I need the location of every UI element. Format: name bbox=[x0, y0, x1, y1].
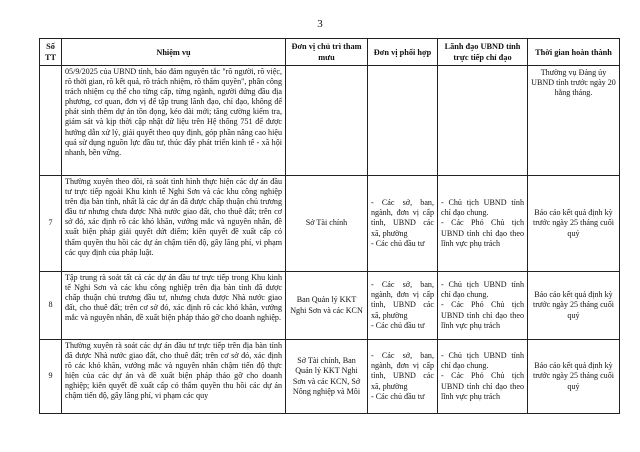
row-coop-unit bbox=[368, 340, 438, 414]
leader-line: - Chủ tịch UBND tỉnh chỉ đạo chung. bbox=[441, 198, 524, 218]
leader-line: - Các Phó Chủ tịch UBND tỉnh chỉ đạo theo lĩnh vực phụ trách bbox=[441, 371, 524, 401]
leader-line: - Chủ tịch UBND tỉnh chỉ đạo chung. bbox=[441, 280, 524, 300]
table-row bbox=[40, 66, 620, 176]
leader-line: - Các Phó Chủ tịch UBND tỉnh chỉ đạo theo lĩnh vực phụ trách bbox=[441, 300, 524, 330]
row-coop-unit bbox=[368, 176, 438, 272]
coop-line: - Các sở, ban, ngành, đơn vị cấp tỉnh, UBND các xã, phường bbox=[371, 351, 434, 391]
header-task: Nhiệm vụ bbox=[62, 39, 286, 66]
row-deadline: Thường vụ Đảng ủy UBND tỉnh trước ngày 20 hằng tháng. bbox=[528, 66, 620, 176]
coop-line: - Các sở, ban, ngành, đơn vị cấp tỉnh, UBND các xã, phường bbox=[371, 198, 434, 238]
coop-line: - Các chủ đầu tư bbox=[371, 391, 425, 401]
row-task: Tập trung rà soát tất cả các dự án đầu tư trực tiếp trong Khu kinh tế Nghi Sơn và các khu công nghiệp trên địa bàn tỉnh đã được chấp thuận chủ trương đầu tư, nhưng chưa được Nhà nước giao đất, cho thuê đất; trên cơ sở đó, xác định rõ các khó khăn, vướng mắc và nguyên nhân, đề xuất biện pháp tháo gỡ cho doanh nghiệp. bbox=[62, 272, 286, 340]
row-stt bbox=[40, 66, 62, 176]
row-leader bbox=[438, 340, 528, 414]
table-row bbox=[40, 340, 620, 414]
table-row bbox=[40, 176, 620, 272]
row-leader bbox=[438, 176, 528, 272]
row-coop-unit bbox=[368, 66, 438, 176]
row-coop-unit bbox=[368, 272, 438, 340]
row-task: Thường xuyên theo dõi, rà soát tình hình thực hiện các dự án đầu tư trực tiếp ngoài Khu kinh tế Nghi Sơn và các khu công nghiệp trên địa bàn tỉnh, nhất là các dự án đã được chấp thuận chủ trương đầu tư nhưng chưa được Nhà nước giao đất, cho thuê đất; trên cơ sở đó, xác định rõ các khó khăn, vướng mắc và nguyên nhân, đề xuất biện pháp giải quyết dứt điểm; kiên quyết đề xuất cấp có thẩm quyền thu hồi các dự án chậm tiến độ, gây lãng phí, vi phạm các quy định của pháp luật. bbox=[62, 176, 286, 272]
table-header-row bbox=[40, 39, 620, 66]
row-lead-unit: Sở Tài chính, Ban Quản lý KKT Nghi Sơn và các KCN, Sở Nông nghiệp và Môi bbox=[286, 340, 368, 414]
row-leader bbox=[438, 66, 528, 176]
page-number: 3 bbox=[317, 18, 323, 30]
header-coop-unit: Đơn vị phối hợp bbox=[368, 39, 438, 66]
row-deadline: Báo cáo kết quả định kỳ trước ngày 25 tháng cuối quý bbox=[528, 272, 620, 340]
header-stt: Số TT bbox=[40, 39, 62, 66]
coop-line: - Các chủ đầu tư bbox=[371, 320, 425, 330]
row-stt: 7 bbox=[40, 176, 62, 272]
row-deadline: Báo cáo kết quả định kỳ trước ngày 25 tháng cuối quý bbox=[528, 176, 620, 272]
row-lead-unit: Ban Quản lý KKT Nghi Sơn và các KCN bbox=[286, 272, 368, 340]
row-stt: 8 bbox=[40, 272, 62, 340]
row-leader bbox=[438, 272, 528, 340]
row-task: Thường xuyên rà soát các dự án đầu tư trực tiếp trên địa bàn tỉnh đã được Nhà nước giao đất, cho thuê đất; trên cơ sở đó, xác định rõ các khó khăn, vướng mắc và nguyên nhân chậm tiến độ thực hiện của các dự án và đề xuất biện pháp tháo gỡ cho doanh nghiệp; kiên quyết đề xuất cấp có thẩm quyền thu hồi các dự án chậm tiến độ, gây lãng phí, vi phạm các quy bbox=[62, 340, 286, 414]
row-lead-unit bbox=[286, 66, 368, 176]
coop-line: - Các sở, ban, ngành, đơn vị cấp tỉnh, UBND các xã, phường bbox=[371, 280, 434, 320]
task-table bbox=[39, 38, 620, 414]
header-leader: Lãnh đạo UBND tỉnh trực tiếp chỉ đạo bbox=[438, 39, 528, 66]
leader-line: - Các Phó Chủ tịch UBND tỉnh chỉ đạo theo lĩnh vực phụ trách bbox=[441, 218, 524, 248]
row-deadline: Báo cáo kết quả định kỳ trước ngày 25 tháng cuối quý bbox=[528, 340, 620, 414]
row-stt: 9 bbox=[40, 340, 62, 414]
coop-line: - Các chủ đầu tư bbox=[371, 238, 425, 248]
leader-line: - Chủ tịch UBND tỉnh chỉ đạo chung. bbox=[441, 351, 524, 371]
row-task: 05/9/2025 của UBND tỉnh, bảo đảm nguyên tắc "rõ người, rõ việc, rõ thời gian, rõ kết quả, rõ trách nhiệm, rõ thẩm quyền", phân công trách nhiệm cụ thể cho từng cấp, từng ngành, người đứng đầu địa phương, cơ quan, đơn vị để tập trung lãnh đạo, chỉ đạo, không để phát sinh thêm dự án tồn đọng, kéo dài mới; tăng cường kiểm tra, giám sát và kịp thời cập nhật dữ liệu trên Hệ thống 751 để được hướng dẫn xử lý, giải quyết theo quy định, góp phần nâng cao hiệu quả sử dụng nguồn lực đầu tư, thúc đẩy phát triển kinh tế - xã hội nhanh, bền vững. bbox=[62, 66, 286, 176]
table-row bbox=[40, 272, 620, 340]
header-deadline: Thời gian hoàn thành bbox=[528, 39, 620, 66]
header-lead-unit: Đơn vị chủ trì tham mưu bbox=[286, 39, 368, 66]
row-lead-unit: Sở Tài chính bbox=[286, 176, 368, 272]
